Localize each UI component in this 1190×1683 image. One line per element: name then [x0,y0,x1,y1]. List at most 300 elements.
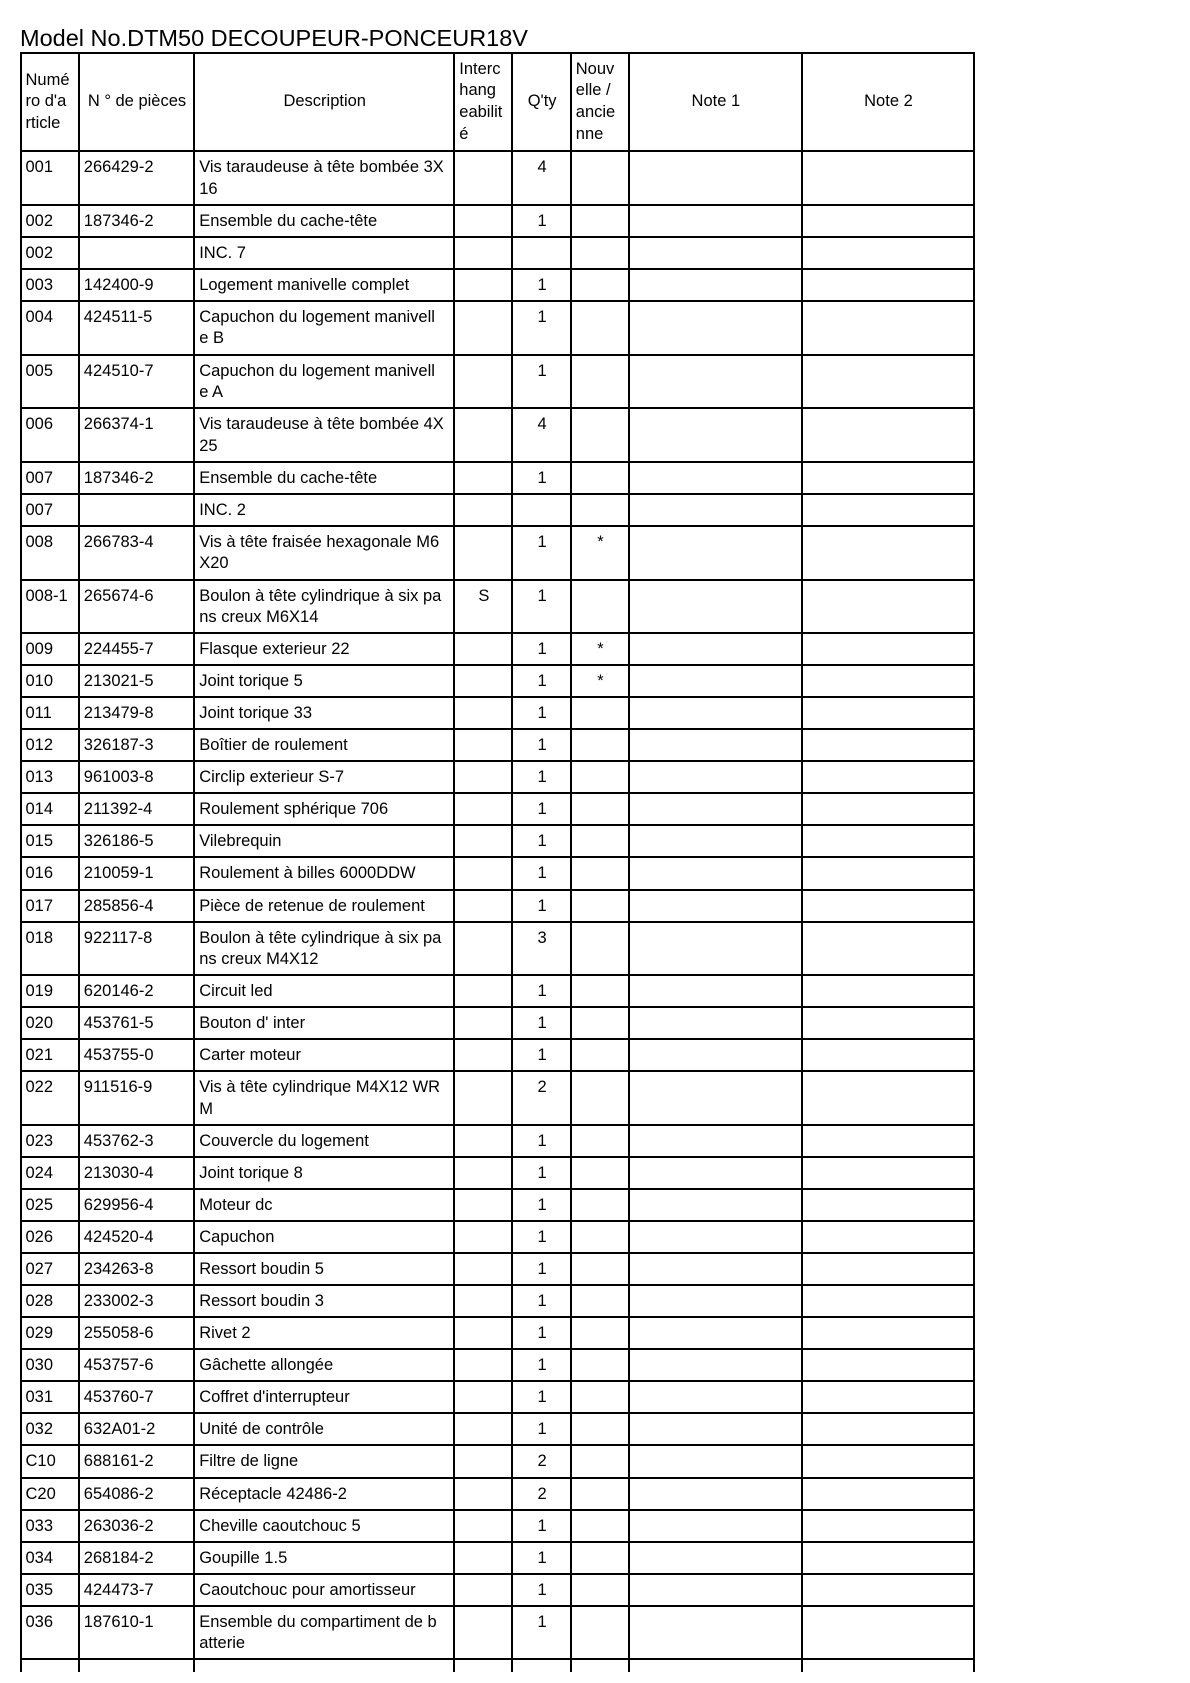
table-cell-continuation [513,1660,571,1672]
cell-part-no: 234263-8 [80,1254,195,1284]
cell-note2 [803,409,976,461]
cell-part-no: 285856-4 [80,891,195,921]
cell-description: Flasque exterieur 22 [195,634,455,664]
cell-qty: 1 [513,1575,571,1605]
cell-item: 011 [22,698,80,728]
cell-qty: 1 [513,1382,571,1412]
cell-note1 [630,1575,803,1605]
table-row [22,1286,976,1318]
cell-note1 [630,858,803,888]
cell-description: Vis taraudeuse à tête bombée 4X 25 [195,409,455,461]
cell-note2 [803,1158,976,1188]
cell-description: Vis à tête cylindrique M4X12 WR M [195,1072,455,1124]
cell-note2 [803,1607,976,1659]
table-row [22,1040,976,1072]
cell-qty: 2 [513,1479,571,1509]
cell-note2 [803,1350,976,1380]
cell-item: C20 [22,1479,80,1509]
table-row [22,152,976,206]
cell-description: Capuchon du logement manivell e B [195,302,455,354]
cell-description: Caoutchouc pour amortisseur [195,1575,455,1605]
cell-interchangeability [455,1414,513,1444]
cell-qty [513,238,571,268]
header-note-2 [803,54,976,150]
table-row [22,1158,976,1190]
cell-part-no: 187346-2 [80,463,195,493]
cell-note1 [630,1414,803,1444]
cell-qty: 1 [513,634,571,664]
cell-interchangeability [455,1446,513,1476]
cell-note2 [803,1126,976,1156]
cell-part-no: 265674-6 [80,581,195,633]
cell-item: 012 [22,730,80,760]
cell-part-no: 266429-2 [80,152,195,204]
cell-new-old [572,762,630,792]
cell-interchangeability [455,206,513,236]
cell-note1 [630,730,803,760]
cell-part-no: 266783-4 [80,527,195,579]
cell-description: Ensemble du cache-tête [195,206,455,236]
cell-interchangeability [455,1543,513,1573]
table-cell-continuation [803,1660,976,1672]
cell-description: Gâchette allongée [195,1350,455,1380]
cell-qty: 1 [513,698,571,728]
cell-part-no: 424473-7 [80,1575,195,1605]
cell-description: Unité de contrôle [195,1414,455,1444]
cell-interchangeability [455,666,513,696]
cell-note1 [630,891,803,921]
cell-item: 013 [22,762,80,792]
cell-item: 035 [22,1575,80,1605]
table-row [22,923,976,977]
cell-qty: 1 [513,1286,571,1316]
cell-part-no [80,238,195,268]
cell-interchangeability [455,1350,513,1380]
header-label: N ° de pièces [87,92,187,111]
cell-interchangeability [455,1040,513,1070]
cell-note2 [803,1008,976,1038]
cell-description: Joint torique 33 [195,698,455,728]
cell-new-old [572,1286,630,1316]
table-row [22,1008,976,1040]
cell-interchangeability: S [455,581,513,633]
cell-part-no: 255058-6 [80,1318,195,1348]
table-row [22,302,976,356]
cell-description: Boulon à tête cylindrique à six pa ns creux M6X14 [195,581,455,633]
cell-part-no: 263036-2 [80,1511,195,1541]
cell-new-old: * [572,527,630,579]
cell-note1 [630,1382,803,1412]
cell-qty: 1 [513,666,571,696]
cell-description: Cheville caoutchouc 5 [195,1511,455,1541]
cell-interchangeability [455,1072,513,1124]
cell-note1 [630,698,803,728]
cell-interchangeability [455,270,513,300]
cell-note2 [803,1446,976,1476]
cell-part-no: 213021-5 [80,666,195,696]
cell-new-old [572,826,630,856]
cell-item: 010 [22,666,80,696]
cell-part-no: 224455-7 [80,634,195,664]
cell-qty: 1 [513,1254,571,1284]
cell-interchangeability [455,1607,513,1659]
cell-new-old [572,270,630,300]
cell-interchangeability [455,1575,513,1605]
cell-part-no: 210059-1 [80,858,195,888]
cell-note1 [630,238,803,268]
table-row [22,1318,976,1350]
cell-interchangeability [455,1318,513,1348]
header-note-1 [630,54,803,150]
cell-note1 [630,1286,803,1316]
table-row [22,826,976,858]
cell-new-old [572,409,630,461]
cell-note1 [630,1543,803,1573]
cell-part-no: 620146-2 [80,976,195,1006]
cell-qty: 1 [513,826,571,856]
cell-note2 [803,206,976,236]
cell-note2 [803,270,976,300]
cell-note1 [630,152,803,204]
cell-description: Ressort boudin 3 [195,1286,455,1316]
header-label: Q'ty [527,92,557,111]
cell-part-no: 632A01-2 [80,1414,195,1444]
cell-new-old [572,1318,630,1348]
cell-new-old: * [572,666,630,696]
cell-part-no: 453760-7 [80,1382,195,1412]
table-row [22,409,976,463]
cell-part-no: 424520-4 [80,1222,195,1252]
table-row [22,1072,976,1126]
cell-note1 [630,826,803,856]
cell-item: 008-1 [22,581,80,633]
table-cell-continuation [195,1660,455,1672]
cell-note2 [803,1479,976,1509]
cell-interchangeability [455,730,513,760]
cell-part-no: 142400-9 [80,270,195,300]
cell-qty: 1 [513,270,571,300]
cell-note2 [803,794,976,824]
header-quantity [513,54,571,150]
cell-new-old [572,698,630,728]
cell-note1 [630,1607,803,1659]
cell-part-no: 453755-0 [80,1040,195,1070]
cell-interchangeability [455,923,513,975]
table-row-continuation [22,1660,976,1672]
cell-note1 [630,581,803,633]
cell-item: 006 [22,409,80,461]
cell-part-no: 187346-2 [80,206,195,236]
cell-item: 016 [22,858,80,888]
cell-part-no: 424511-5 [80,302,195,354]
table-row [22,270,976,302]
cell-item: 028 [22,1286,80,1316]
cell-note2 [803,1575,976,1605]
cell-item: 004 [22,302,80,354]
cell-new-old [572,581,630,633]
cell-item: 014 [22,794,80,824]
cell-note1 [630,762,803,792]
cell-note1 [630,666,803,696]
cell-item: 030 [22,1350,80,1380]
cell-note2 [803,666,976,696]
header-label: Numé ro d'a rticle [25,70,70,132]
cell-note2 [803,1318,976,1348]
cell-qty: 1 [513,1543,571,1573]
header-interchangeability [455,54,513,150]
cell-part-no: 453761-5 [80,1008,195,1038]
table-row [22,666,976,698]
cell-item: 008 [22,527,80,579]
cell-item: 036 [22,1607,80,1659]
cell-interchangeability [455,1190,513,1220]
table-row [22,1382,976,1414]
table-row [22,206,976,238]
table-cell-continuation [22,1660,80,1672]
cell-note2 [803,1414,976,1444]
cell-qty: 1 [513,1158,571,1188]
cell-new-old [572,1607,630,1659]
cell-new-old [572,1350,630,1380]
parts-table [20,52,976,1672]
cell-item: 033 [22,1511,80,1541]
cell-qty: 1 [513,794,571,824]
cell-note1 [630,1008,803,1038]
cell-interchangeability [455,634,513,664]
cell-new-old [572,152,630,204]
cell-note1 [630,1072,803,1124]
cell-qty: 1 [513,527,571,579]
cell-interchangeability [455,1008,513,1038]
cell-new-old [572,976,630,1006]
cell-item: 002 [22,206,80,236]
cell-note2 [803,1222,976,1252]
cell-item: 009 [22,634,80,664]
cell-new-old [572,1254,630,1284]
cell-new-old [572,1190,630,1220]
cell-description: Vilebrequin [195,826,455,856]
cell-note2 [803,495,976,525]
cell-new-old [572,1158,630,1188]
cell-new-old [572,495,630,525]
cell-qty: 1 [513,356,571,408]
cell-item: 005 [22,356,80,408]
document-title: Model No.DTM50 DECOUPEUR-PONCEUR18V [20,25,528,51]
cell-new-old [572,1414,630,1444]
cell-note2 [803,698,976,728]
cell-new-old [572,923,630,975]
cell-description: Capuchon du logement manivell e A [195,356,455,408]
header-label: Note 2 [864,92,913,111]
cell-description: Carter moteur [195,1040,455,1070]
cell-note1 [630,794,803,824]
cell-note1 [630,1222,803,1252]
cell-new-old [572,730,630,760]
cell-description: Vis taraudeuse à tête bombée 3X 16 [195,152,455,204]
cell-note2 [803,152,976,204]
cell-part-no: 326186-5 [80,826,195,856]
cell-description: INC. 7 [195,238,455,268]
table-row [22,1575,976,1607]
cell-part-no: 187610-1 [80,1607,195,1659]
cell-part-no: 961003-8 [80,762,195,792]
cell-qty: 1 [513,762,571,792]
table-row [22,634,976,666]
cell-new-old: * [572,634,630,664]
cell-new-old [572,1008,630,1038]
cell-part-no: 629956-4 [80,1190,195,1220]
cell-note2 [803,826,976,856]
table-row [22,238,976,270]
cell-description: Logement manivelle complet [195,270,455,300]
cell-note1 [630,206,803,236]
cell-qty: 1 [513,1222,571,1252]
cell-note2 [803,581,976,633]
cell-note1 [630,302,803,354]
cell-item: 020 [22,1008,80,1038]
cell-item: 019 [22,976,80,1006]
cell-qty: 3 [513,923,571,975]
cell-description: Boîtier de roulement [195,730,455,760]
cell-note1 [630,1446,803,1476]
cell-description: Ensemble du cache-tête [195,463,455,493]
header-label: Nouv elle / ancie nne [575,59,616,143]
cell-new-old [572,858,630,888]
cell-note2 [803,356,976,408]
cell-interchangeability [455,1222,513,1252]
cell-description: Pièce de retenue de roulement [195,891,455,921]
cell-interchangeability [455,1511,513,1541]
cell-interchangeability [455,1479,513,1509]
cell-note1 [630,495,803,525]
cell-qty: 4 [513,409,571,461]
cell-new-old [572,1543,630,1573]
cell-part-no: 233002-3 [80,1286,195,1316]
cell-part-no: 213030-4 [80,1158,195,1188]
table-row [22,762,976,794]
cell-description: INC. 2 [195,495,455,525]
table-row [22,1414,976,1446]
cell-item: 026 [22,1222,80,1252]
cell-new-old [572,1040,630,1070]
cell-description: Circuit led [195,976,455,1006]
cell-qty [513,495,571,525]
cell-note2 [803,238,976,268]
table-cell-continuation [455,1660,513,1672]
table-row [22,1350,976,1382]
table-row [22,581,976,635]
cell-note1 [630,634,803,664]
cell-item: 007 [22,463,80,493]
cell-qty: 1 [513,463,571,493]
cell-item: 031 [22,1382,80,1412]
table-cell-continuation [572,1660,630,1672]
cell-item: 022 [22,1072,80,1124]
cell-part-no: 911516-9 [80,1072,195,1124]
cell-qty: 1 [513,1414,571,1444]
cell-part-no: 453757-6 [80,1350,195,1380]
cell-note1 [630,1350,803,1380]
cell-part-no: 424510-7 [80,356,195,408]
cell-note2 [803,1511,976,1541]
cell-interchangeability [455,463,513,493]
cell-description: Moteur dc [195,1190,455,1220]
cell-part-no: 213479-8 [80,698,195,728]
cell-qty: 1 [513,302,571,354]
cell-qty: 1 [513,976,571,1006]
table-body [22,152,976,1660]
cell-note2 [803,891,976,921]
table-row [22,1511,976,1543]
cell-new-old [572,356,630,408]
header-label: Interc hang eabilit é [459,59,503,143]
cell-note1 [630,1318,803,1348]
table-row [22,730,976,762]
cell-interchangeability [455,238,513,268]
cell-description: Réceptacle 42486-2 [195,1479,455,1509]
cell-description: Goupille 1.5 [195,1543,455,1573]
cell-qty: 1 [513,206,571,236]
cell-new-old [572,1222,630,1252]
cell-qty: 2 [513,1446,571,1476]
cell-description: Circlip exterieur S-7 [195,762,455,792]
cell-part-no: 654086-2 [80,1479,195,1509]
cell-description: Vis à tête fraisée hexagonale M6 X20 [195,527,455,579]
cell-item: 003 [22,270,80,300]
table-header-row [22,54,976,152]
cell-qty: 2 [513,1072,571,1124]
cell-qty: 1 [513,1190,571,1220]
cell-item: 027 [22,1254,80,1284]
cell-interchangeability [455,698,513,728]
cell-part-no: 268184-2 [80,1543,195,1573]
cell-item: 001 [22,152,80,204]
cell-note1 [630,1190,803,1220]
table-row [22,463,976,495]
cell-new-old [572,463,630,493]
cell-interchangeability [455,1254,513,1284]
cell-note1 [630,527,803,579]
cell-note1 [630,1040,803,1070]
cell-part-no: 922117-8 [80,923,195,975]
cell-qty: 1 [513,1040,571,1070]
cell-new-old [572,302,630,354]
cell-interchangeability [455,1158,513,1188]
table-cell-continuation [80,1660,195,1672]
cell-description: Joint torique 5 [195,666,455,696]
cell-interchangeability [455,152,513,204]
cell-note2 [803,1543,976,1573]
cell-description: Couvercle du logement [195,1126,455,1156]
cell-note1 [630,1126,803,1156]
cell-item: 024 [22,1158,80,1188]
table-row [22,1190,976,1222]
cell-note2 [803,762,976,792]
cell-qty: 1 [513,1008,571,1038]
cell-part-no: 211392-4 [80,794,195,824]
table-row [22,858,976,890]
cell-description: Filtre de ligne [195,1446,455,1476]
cell-item: 018 [22,923,80,975]
cell-note1 [630,1254,803,1284]
table-row [22,495,976,527]
cell-item: 021 [22,1040,80,1070]
cell-note2 [803,1190,976,1220]
cell-interchangeability [455,976,513,1006]
cell-note2 [803,1254,976,1284]
cell-new-old [572,1382,630,1412]
cell-note1 [630,356,803,408]
